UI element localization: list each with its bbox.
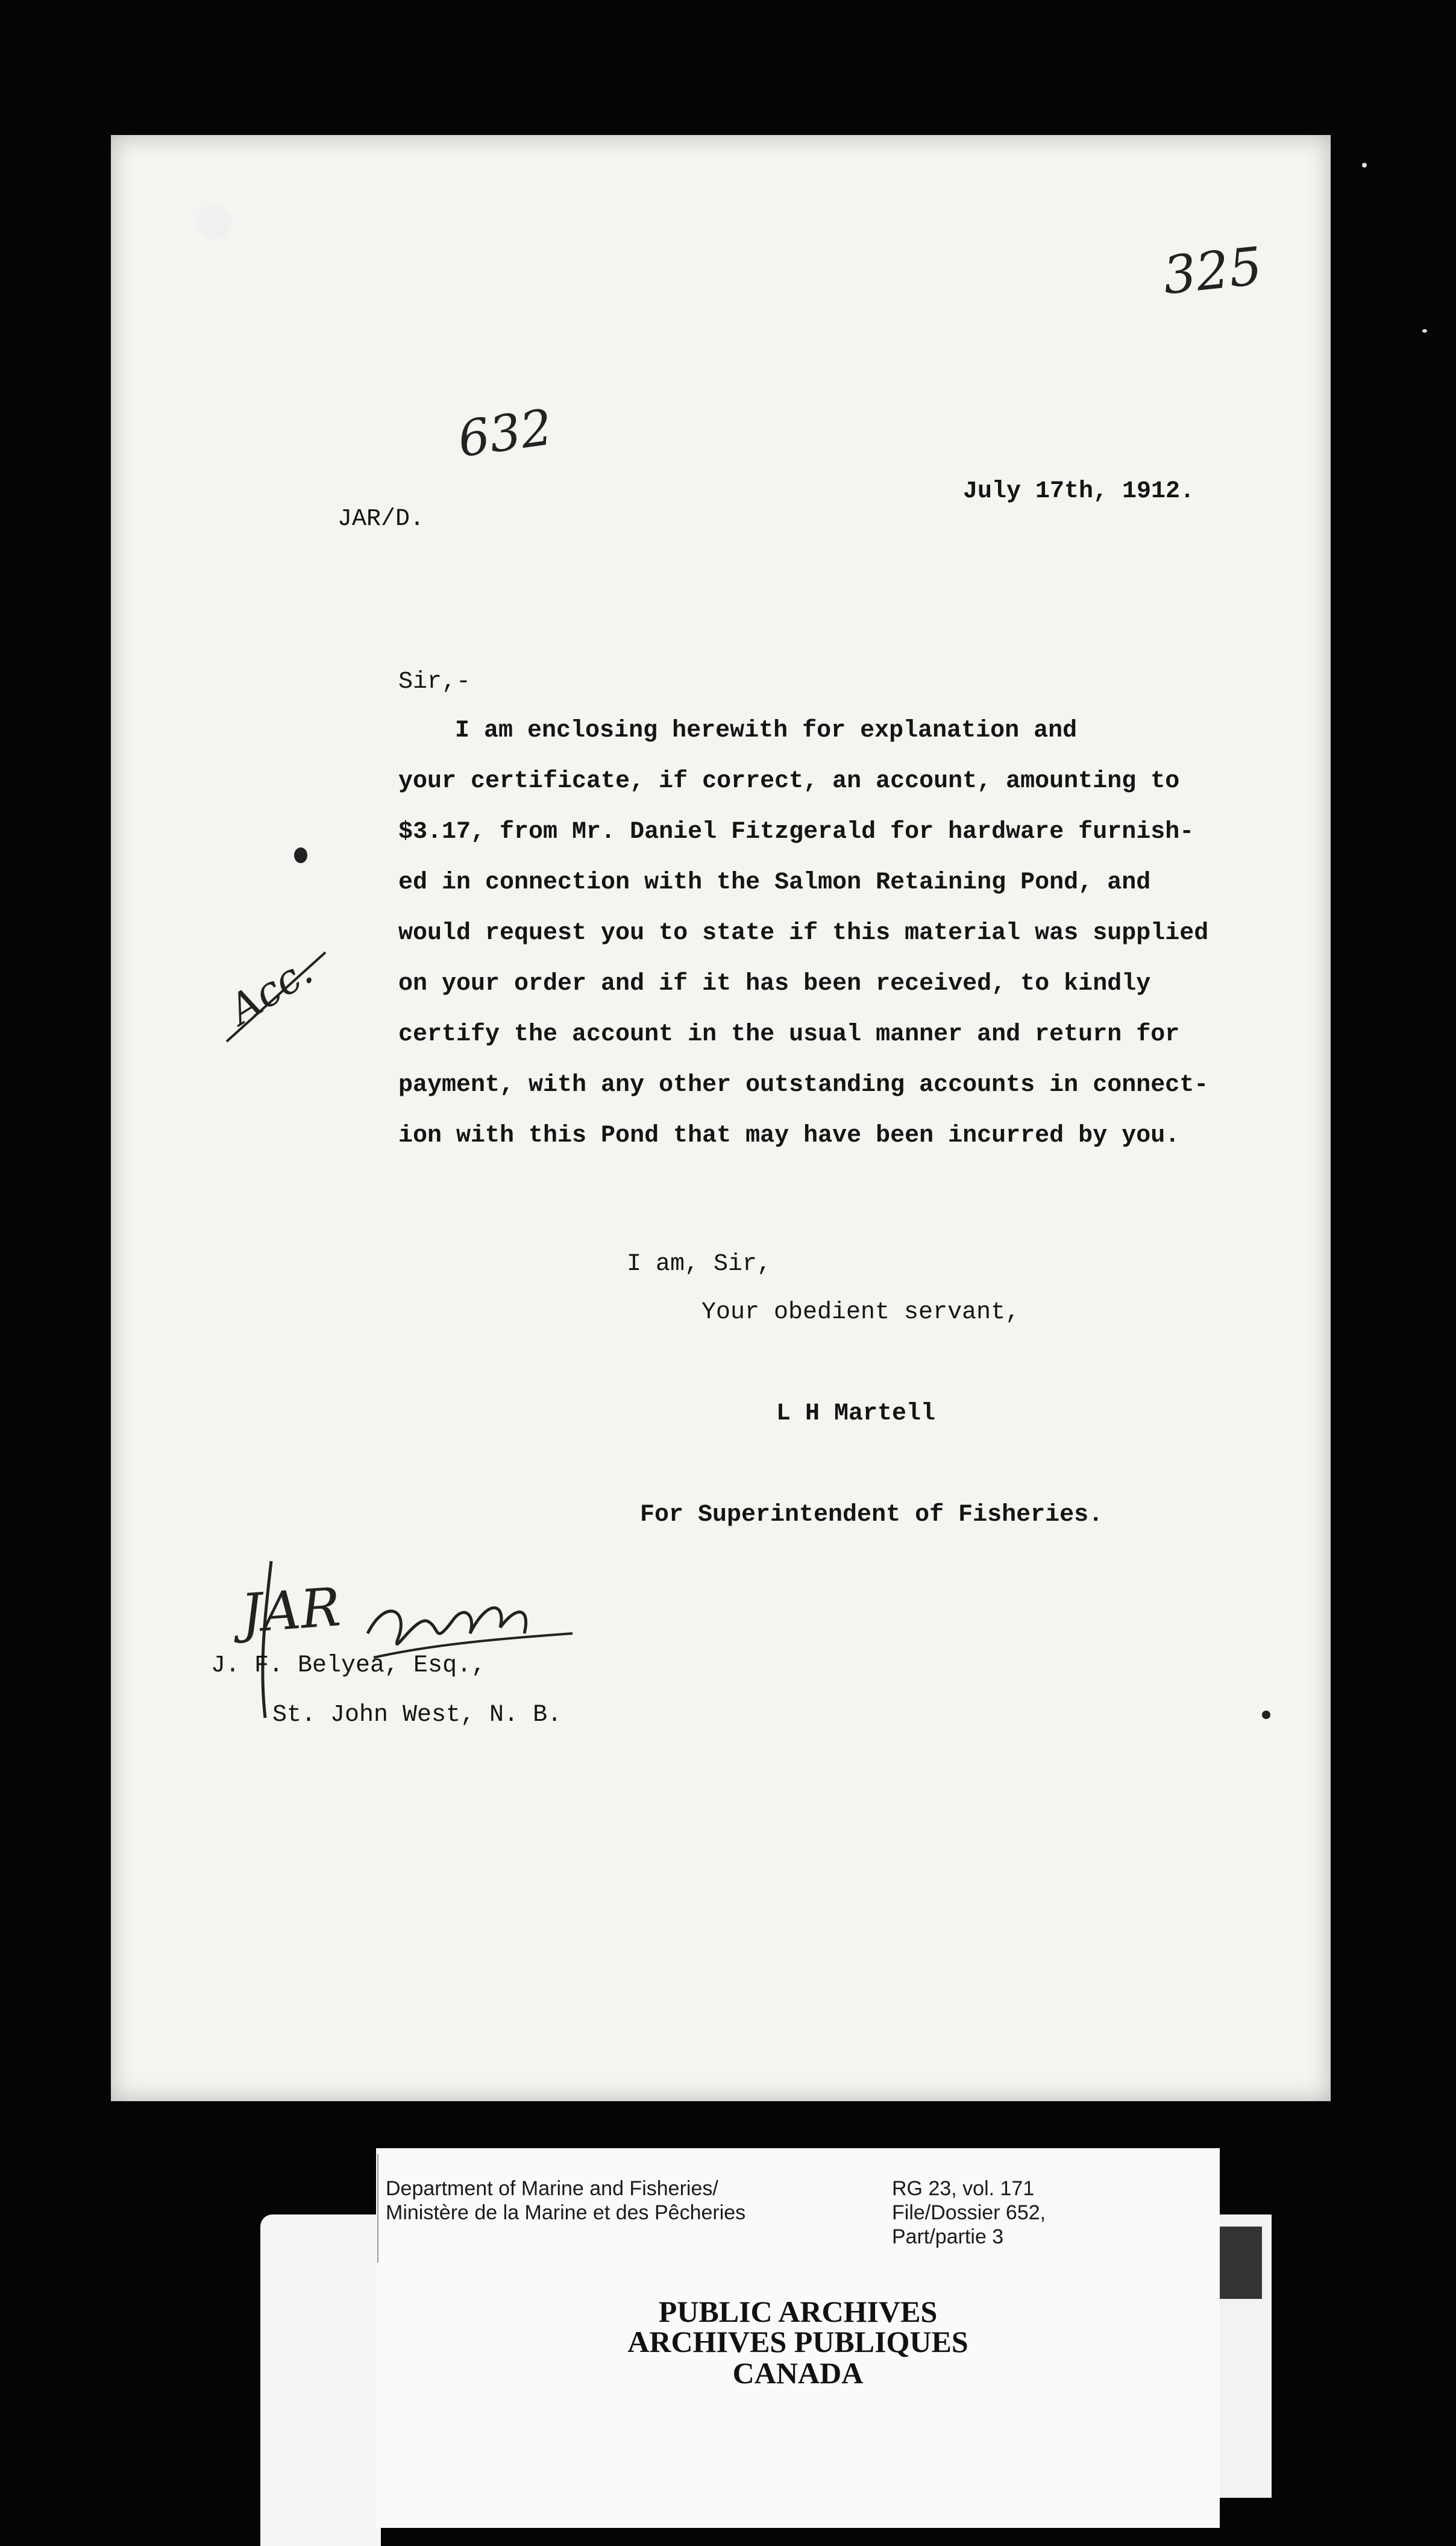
body-line: your certificate, if correct, an account, amounting to [398,768,1180,795]
body-line: on your order and if it has been received, to kindly [398,970,1151,998]
label-record-group: RG 23, vol. 171 [892,2177,1035,2200]
body-line: ed in connection with the Salmon Retaining Pond, and [398,869,1151,896]
punch-hole [196,205,231,240]
ink-speck [1362,163,1367,168]
margin-note-underline [223,940,331,1049]
addressee-place: St. John West, N. B. [272,1702,562,1729]
label-department-en: Department of Marine and Fisheries/ [386,2177,718,2200]
label-file: File/Dossier 652, [892,2201,1046,2224]
ink-speck [294,847,307,863]
label-part: Part/partie 3 [892,2225,1004,2248]
folio-number: 325 [1160,236,1265,307]
handwritten-initials: JAR [239,1576,343,1645]
addressee-name: J. F. Belyea, Esq., [211,1652,486,1679]
label-department-fr: Ministère de la Marine et des Pêcheries [386,2201,746,2224]
body-line: ion with this Pond that may have been incurred by you. [398,1122,1180,1149]
reference-code: JAR/D. [337,506,425,533]
ink-speck [1262,1711,1270,1719]
margin-note: Acc. [221,947,321,1034]
body-line: $3.17, from Mr. Daniel Fitzgerald for hardware furnish- [398,819,1194,846]
body-line: certify the account in the usual manner and return for [398,1021,1180,1048]
ink-speck [1422,329,1427,333]
body-line: would request you to state if this material was supplied [398,920,1209,947]
letter-page [111,135,1331,2101]
body-line: payment, with any other outstanding accounts in connect- [398,1072,1209,1099]
file-number: 632 [454,398,556,469]
handwritten-scrawl [247,1543,585,1724]
label-tab-left [260,2214,381,2546]
archives-title-country: CANADA [732,2356,864,2390]
letter-date: July 17th, 1912. [963,478,1195,505]
archives-title-en: PUBLIC ARCHIVES [658,2295,938,2328]
label-divider [377,2154,378,2263]
typed-signature: L H Martell [776,1400,936,1427]
closing-line: I am, Sir, [627,1251,772,1278]
salutation: Sir,- [398,668,471,696]
signatory-title: For Superintendent of Fisheries. [640,1501,1103,1529]
closing-line: Your obedient servant, [701,1299,1020,1326]
body-line: I am enclosing herewith for explanation and [397,717,1078,744]
archives-title-fr: ARCHIVES PUBLIQUES [627,2325,968,2359]
